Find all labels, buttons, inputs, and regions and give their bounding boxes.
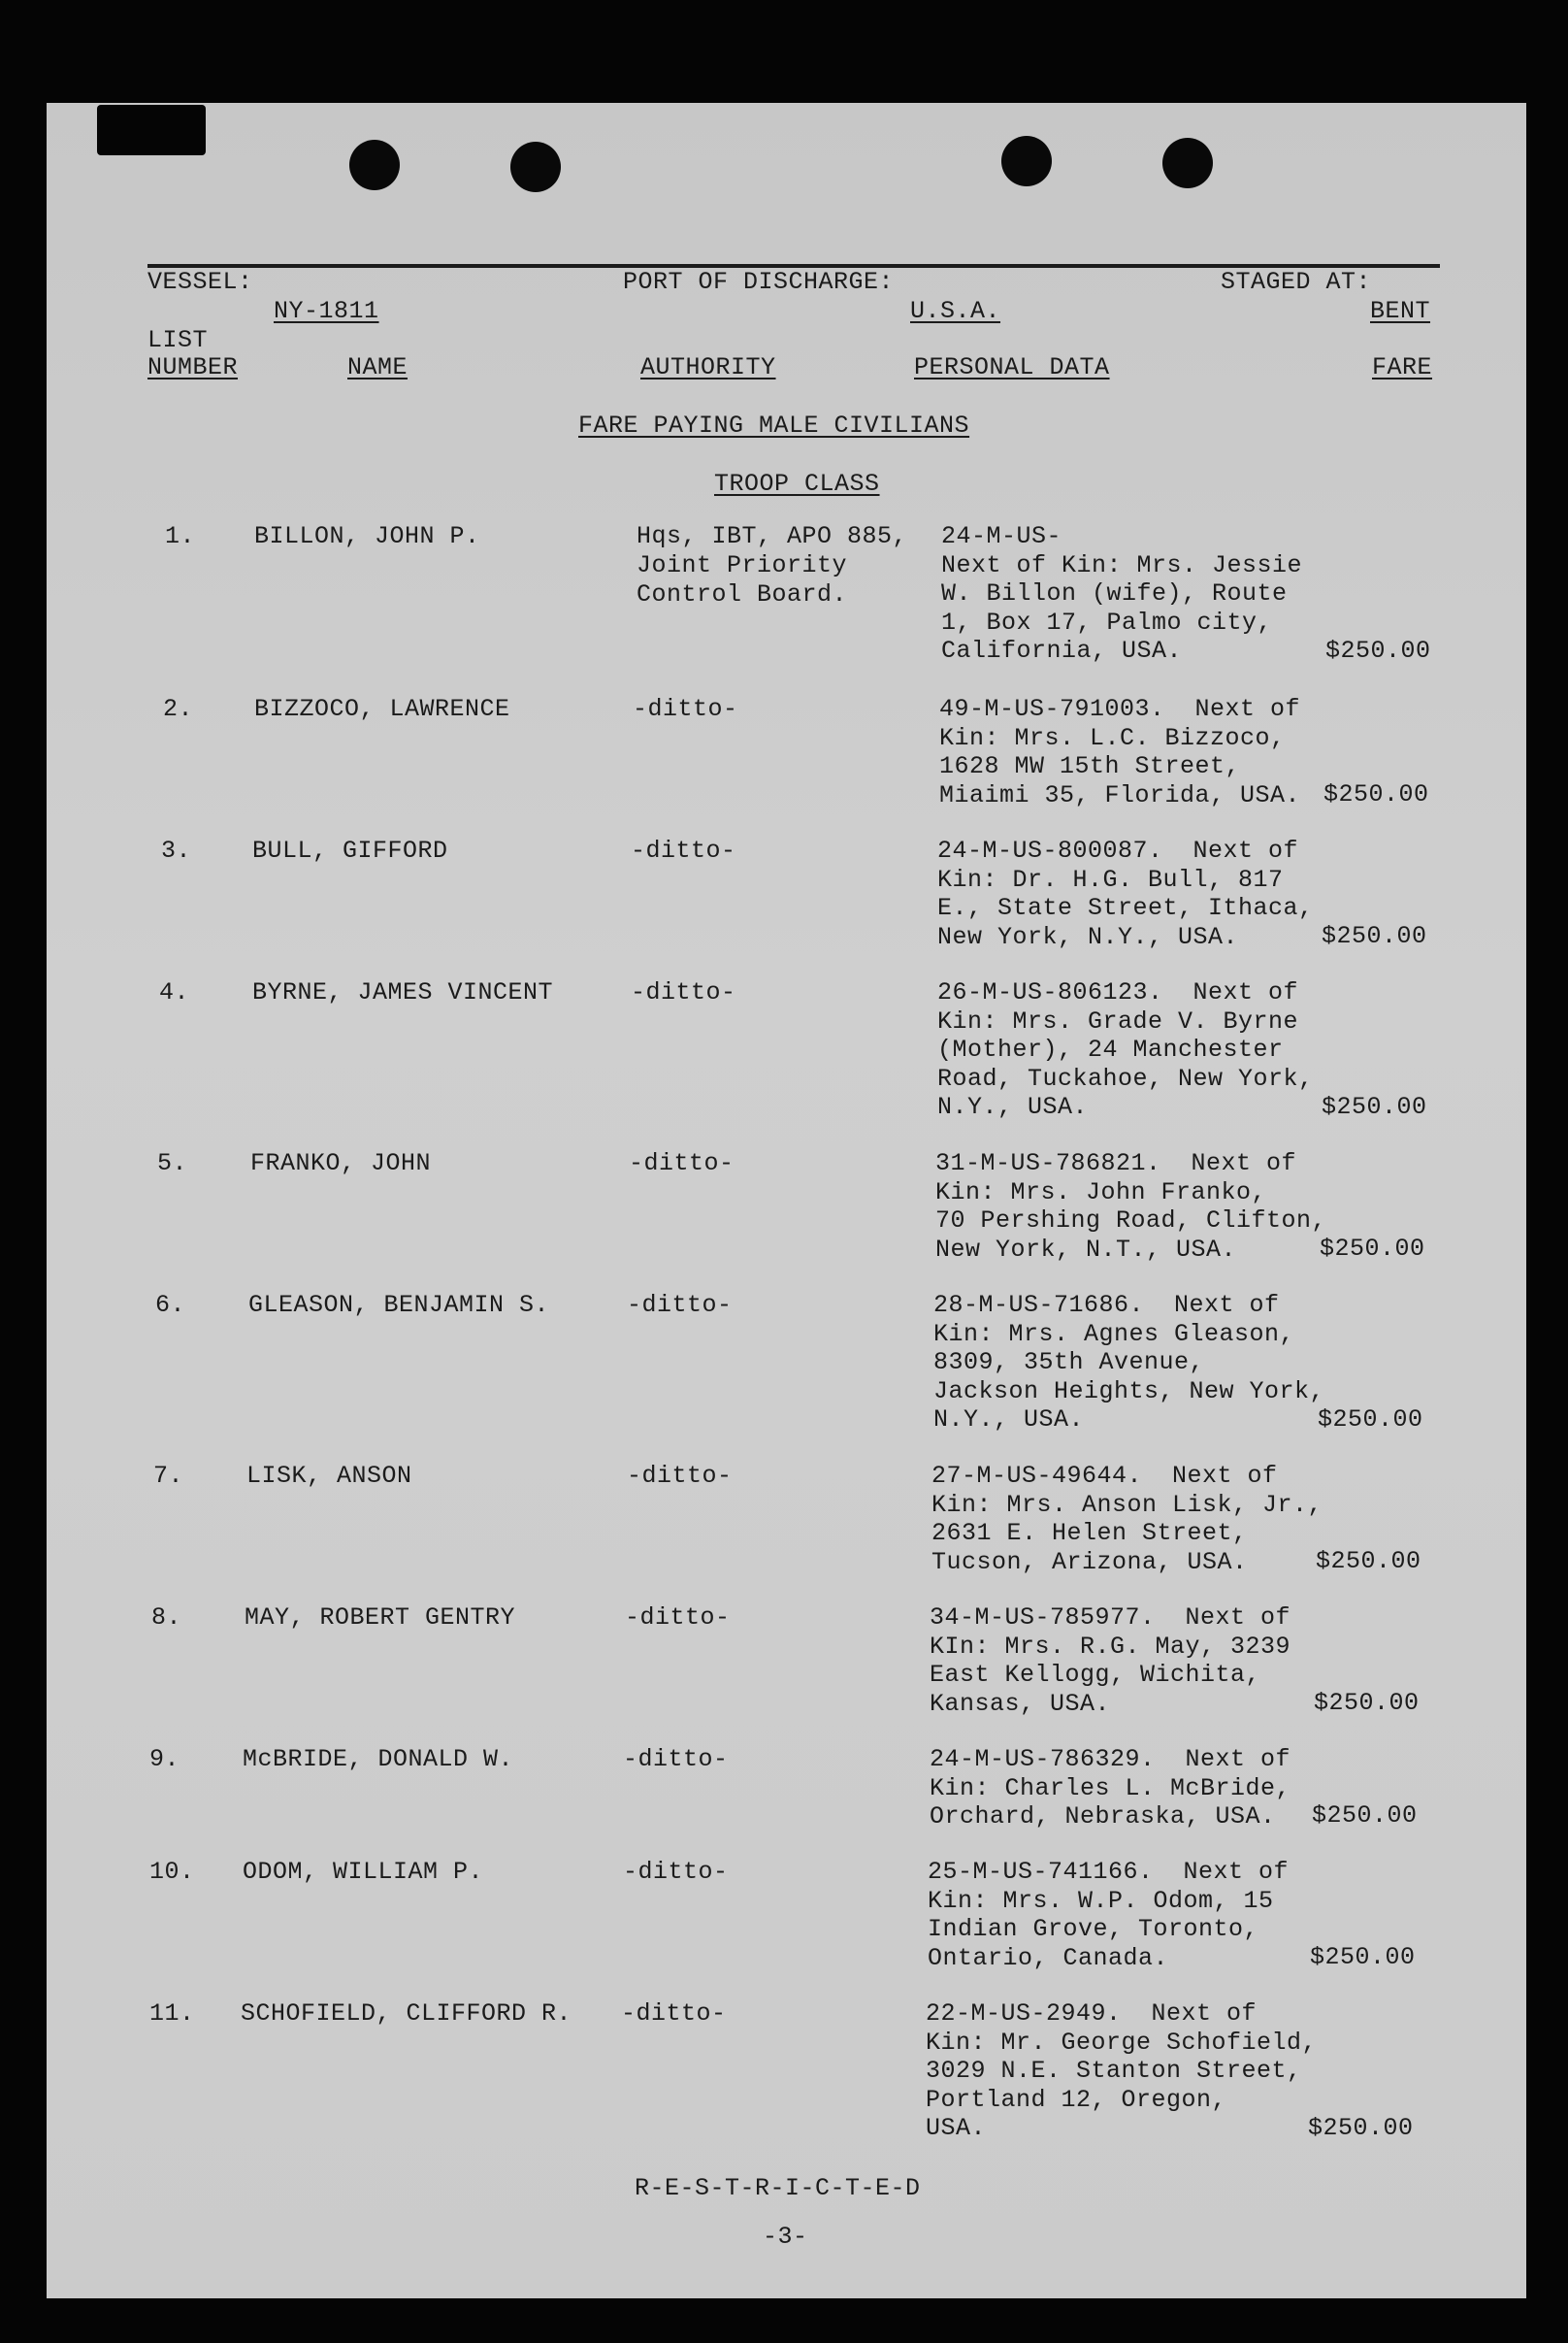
entry-name: LISK, ANSON: [246, 1462, 412, 1490]
entry-name: BIZZOCO, LAWRENCE: [254, 695, 510, 723]
entry-authority: -ditto-: [623, 1858, 729, 1886]
staged-label: STAGED AT:: [1221, 268, 1372, 296]
page-number: -3-: [763, 2223, 808, 2251]
entry-number: 3.: [161, 837, 192, 865]
entry-fare: $250.00: [1310, 1943, 1416, 1971]
punch-hole: [510, 142, 561, 192]
entry-fare: $250.00: [1323, 780, 1429, 808]
entry-personal-data: 26-M-US-806123. Next of Kin: Mrs. Grade V. Byrne (Mother), 24 Manchester Road, Tuckahoe, New York, N.Y., USA.: [937, 978, 1314, 1121]
entry-fare: $250.00: [1308, 2114, 1414, 2142]
entry-personal-data: 31-M-US-786821. Next of Kin: Mrs. John Franko, 70 Pershing Road, Clifton, New York, N.T., USA.: [935, 1149, 1327, 1264]
entry-authority: -ditto-: [623, 1745, 729, 1773]
entry-fare: $250.00: [1316, 1547, 1421, 1575]
entry-authority: -ditto-: [625, 1603, 731, 1632]
entry-authority: -ditto-: [627, 1291, 733, 1319]
entry-fare: $250.00: [1320, 1235, 1425, 1263]
entry-name: GLEASON, BENJAMIN S.: [248, 1291, 550, 1319]
entry-personal-data: 25-M-US-741166. Next of Kin: Mrs. W.P. Odom, 15 Indian Grove, Toronto, Ontario, Canada.: [928, 1858, 1290, 1972]
restricted-marking: R-E-S-T-R-I-C-T-E-D: [635, 2174, 921, 2202]
entry-number: 2.: [163, 695, 194, 723]
list-label: LIST: [147, 326, 209, 354]
vessel-label: VESSEL:: [147, 268, 253, 296]
entry-name: FRANKO, JOHN: [250, 1149, 432, 1177]
entry-number: 1.: [165, 522, 196, 550]
entry-authority: -ditto-: [633, 695, 738, 723]
entry-authority: -ditto-: [631, 837, 736, 865]
entry-fare: $250.00: [1325, 637, 1431, 665]
entry-name: MAY, ROBERT GENTRY: [245, 1603, 516, 1632]
staged-value: BENT: [1370, 297, 1431, 325]
entry-personal-data: 24-M-US-786329. Next of Kin: Charles L. McBride, Orchard, Nebraska, USA.: [930, 1745, 1291, 1831]
port-label: PORT OF DISCHARGE:: [623, 268, 895, 296]
entry-personal-data: 34-M-US-785977. Next of KIn: Mrs. R.G. May, 3239 East Kellogg, Wichita, Kansas, USA.: [930, 1603, 1291, 1718]
entry-personal-data: 28-M-US-71686. Next of Kin: Mrs. Agnes Gleason, 8309, 35th Avenue, Jackson Heights, New York, N.Y., USA.: [933, 1291, 1325, 1434]
vessel-value: NY-1811: [274, 297, 379, 325]
entry-number: 4.: [159, 978, 190, 1006]
entry-authority: Hqs, IBT, APO 885, Joint Priority Control Board.: [637, 522, 908, 609]
column-personal-data: PERSONAL DATA: [914, 353, 1110, 381]
entry-number: 5.: [157, 1149, 188, 1177]
entry-fare: $250.00: [1314, 1689, 1420, 1717]
column-authority: AUTHORITY: [640, 353, 776, 381]
entry-name: BYRNE, JAMES VINCENT: [252, 978, 554, 1006]
entry-personal-data: 27-M-US-49644. Next of Kin: Mrs. Anson Lisk, Jr., 2631 E. Helen Street, Tucson, Arizona, USA.: [931, 1462, 1323, 1576]
entry-authority: -ditto-: [631, 978, 736, 1006]
column-number: NUMBER: [147, 353, 239, 381]
punch-hole: [1162, 138, 1213, 188]
entry-fare: $250.00: [1322, 922, 1427, 950]
entry-personal-data: 24-M-US- Next of Kin: Mrs. Jessie W. Billon (wife), Route 1, Box 17, Palmo city, California, USA.: [941, 522, 1303, 665]
entry-number: 9.: [149, 1745, 180, 1773]
entry-fare: $250.00: [1312, 1801, 1418, 1830]
entry-authority: -ditto-: [627, 1462, 733, 1490]
entry-fare: $250.00: [1318, 1405, 1423, 1434]
entry-number: 10.: [149, 1858, 195, 1886]
entry-personal-data: 49-M-US-791003. Next of Kin: Mrs. L.C. Bizzoco, 1628 MW 15th Street, Miaimi 35, Florida, USA.: [939, 695, 1301, 809]
entry-name: ODOM, WILLIAM P.: [243, 1858, 484, 1886]
entry-name: BULL, GIFFORD: [252, 837, 448, 865]
entry-authority: -ditto-: [629, 1149, 735, 1177]
punch-hole: [349, 140, 400, 190]
class-title: TROOP CLASS: [714, 470, 880, 498]
entry-personal-data: 22-M-US-2949. Next of Kin: Mr. George Schofield, 3029 N.E. Stanton Street, Portland 12, Oregon, USA.: [926, 1999, 1318, 2142]
section-title: FARE PAYING MALE CIVILIANS: [578, 412, 970, 440]
black-tab-mark: [97, 105, 206, 155]
entry-name: BILLON, JOHN P.: [254, 522, 480, 550]
entry-number: 8.: [151, 1603, 182, 1632]
entry-number: 11.: [149, 1999, 195, 2028]
entry-name: McBRIDE, DONALD W.: [243, 1745, 514, 1773]
port-value: U.S.A.: [910, 297, 1001, 325]
entry-authority: -ditto-: [621, 1999, 727, 2028]
punch-hole: [1001, 136, 1052, 186]
entry-name: SCHOFIELD, CLIFFORD R.: [241, 1999, 572, 2028]
entry-number: 6.: [155, 1291, 186, 1319]
entry-fare: $250.00: [1322, 1093, 1427, 1121]
column-name: NAME: [347, 353, 408, 381]
column-fare: FARE: [1372, 353, 1433, 381]
entry-personal-data: 24-M-US-800087. Next of Kin: Dr. H.G. Bull, 817 E., State Street, Ithaca, New York, N.Y., USA.: [937, 837, 1314, 951]
entry-number: 7.: [153, 1462, 184, 1490]
